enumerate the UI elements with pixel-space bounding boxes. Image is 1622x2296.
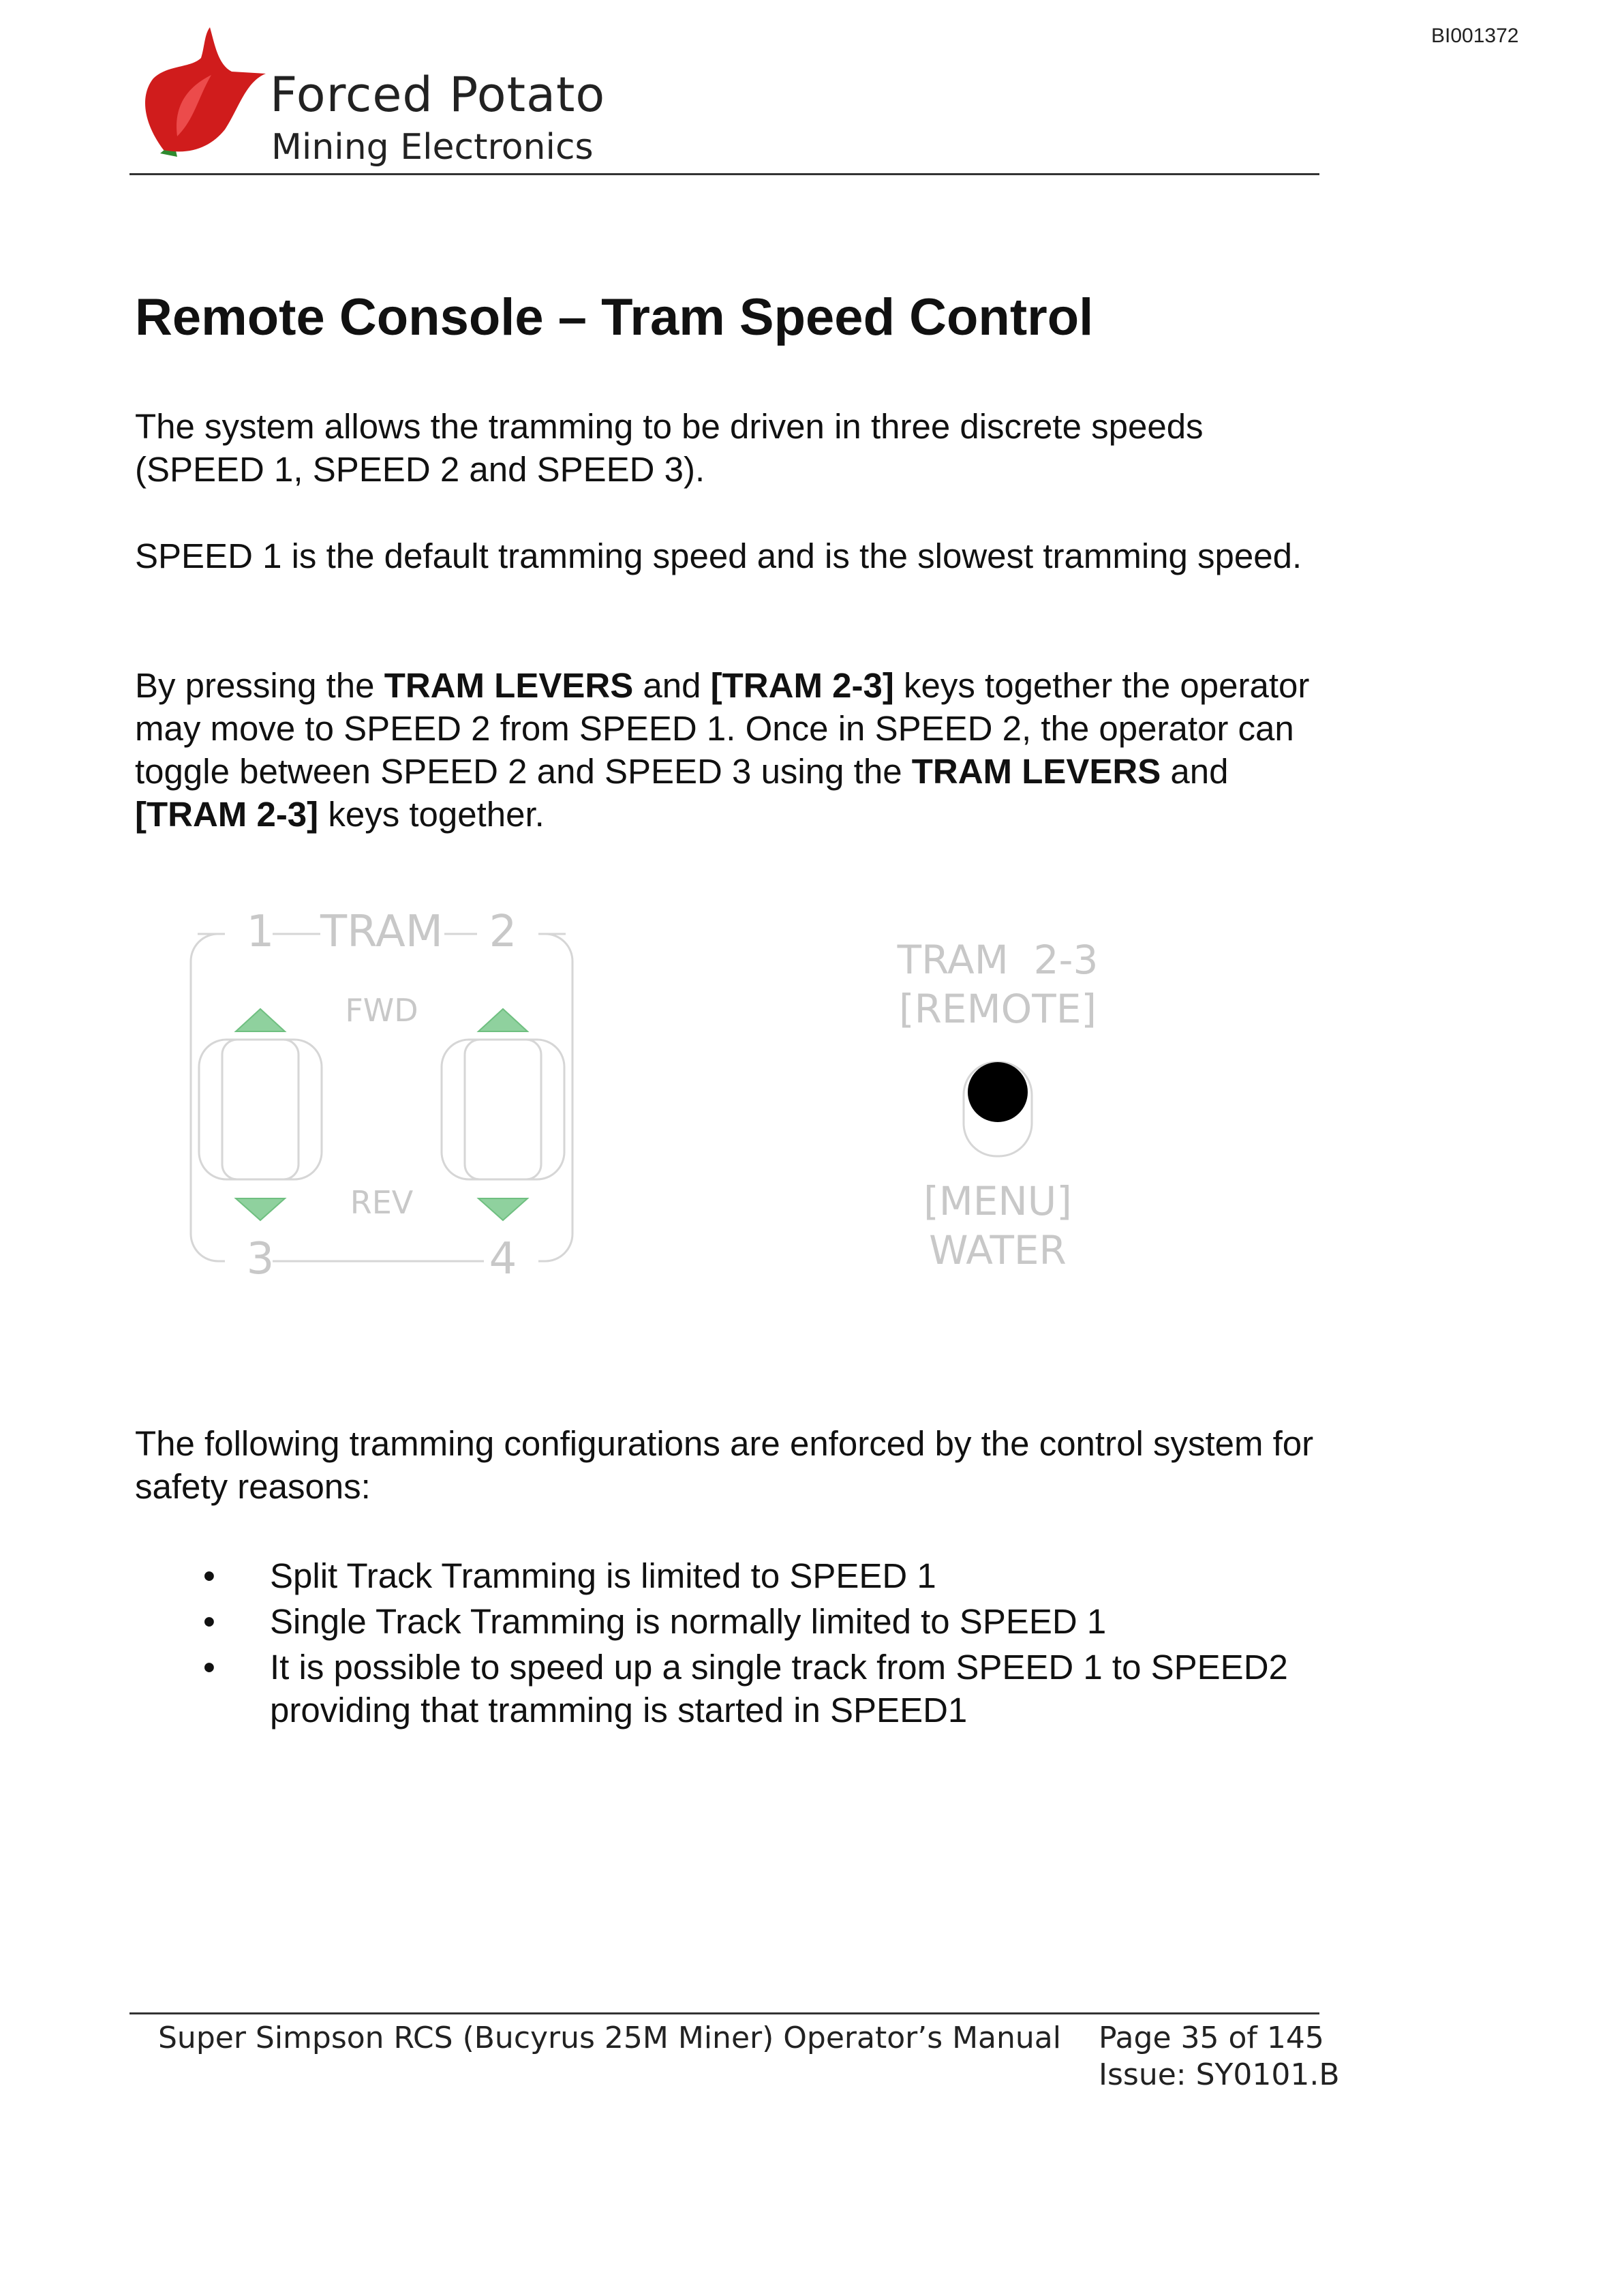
emphasis-tram-key: [TRAM 2-3] (135, 795, 319, 834)
text-run: and (1161, 752, 1229, 791)
left-lever-inner (222, 1040, 299, 1179)
tram-key-label: TRAM 2-3 (897, 937, 1099, 983)
list-item-text: Split Track Tramming is limited to SPEED 1 (270, 1556, 936, 1595)
tram-2-3-key (897, 937, 1099, 1273)
left-reverse-arrow-icon (236, 1198, 285, 1220)
footer-issue: Issue: SY0101.B (1099, 2057, 1340, 2092)
key-button-icon (968, 1062, 1028, 1122)
safety-paragraph: The following tramming configurations are enforced by the control system for safety reasons: (135, 1424, 1314, 1506)
right-reverse-arrow-icon (478, 1198, 527, 1220)
page-title: Remote Console – Tram Speed Control (135, 288, 1094, 346)
text-run: By pressing the (135, 666, 384, 705)
remote-key-label: [REMOTE] (899, 986, 1097, 1032)
footer-page-number: Page 35 of 145 (1099, 2021, 1324, 2055)
safety-list (198, 1554, 1288, 1734)
right-forward-arrow-icon (478, 1009, 527, 1031)
text-run: keys together the operator may move to SPEED 2 from SPEED 1. Once in SPEED 2, the operator can toggle between SPEED 2 and SPEED 3 using the (135, 666, 1310, 791)
tram-controls-diagram (184, 900, 1138, 1282)
company-logo (136, 27, 266, 164)
emphasis-tram-key: [TRAM 2-3] (710, 666, 894, 705)
bullet-icon: • (203, 1648, 215, 1687)
header-rule (129, 173, 1319, 175)
list-item-text: Single Track Tramming is normally limited to SPEED 1 (270, 1602, 1107, 1641)
list-item (198, 1646, 1288, 1732)
footer-manual-title: Super Simpson RCS (Bucyrus 25M Miner) Operator’s Manual (158, 2021, 1061, 2055)
rev-label: REV (350, 1184, 414, 1221)
list-item (198, 1554, 1288, 1597)
left-lever-outline (199, 1040, 322, 1179)
default-speed-paragraph: SPEED 1 is the default tramming speed and is the slowest tramming speed. (135, 537, 1302, 575)
right-lever-outline (442, 1040, 564, 1179)
emphasis-tram-levers: TRAM LEVERS (384, 666, 634, 705)
bullet-icon: • (203, 1556, 215, 1595)
footer-rule (129, 2012, 1319, 2014)
fwd-label: FWD (345, 992, 418, 1029)
list-item-text: It is possible to speed up a single track from SPEED 1 to SPEED2 providing that tramming is started in SPEED1 (270, 1648, 1288, 1729)
right-lever-inner (465, 1040, 541, 1179)
document-id: BI001372 (1431, 25, 1519, 47)
bullet-icon: • (203, 1602, 215, 1641)
list-item (198, 1600, 1288, 1643)
lever-number-4: 4 (489, 1234, 517, 1282)
emphasis-tram-levers: TRAM LEVERS (911, 752, 1161, 791)
lever-number-3: 3 (246, 1234, 275, 1282)
lever-number-1: 1 (246, 907, 275, 957)
company-name: Forced Potato (270, 67, 606, 123)
text-run: keys together. (318, 795, 545, 834)
menu-key-label: [MENU] (923, 1178, 1072, 1224)
speed-toggle-paragraph (135, 664, 1334, 836)
tram-panel-title: TRAM (320, 907, 443, 957)
lever-number-2: 2 (489, 907, 517, 957)
intro-paragraph: The system allows the tramming to be driven in three discrete speeds (SPEED 1, SPEED 2 and SPEED 3). (135, 407, 1204, 489)
water-key-label: WATER (929, 1227, 1067, 1273)
company-subtitle: Mining Electronics (271, 127, 594, 168)
text-run: and (633, 666, 711, 705)
left-forward-arrow-icon (236, 1009, 285, 1031)
